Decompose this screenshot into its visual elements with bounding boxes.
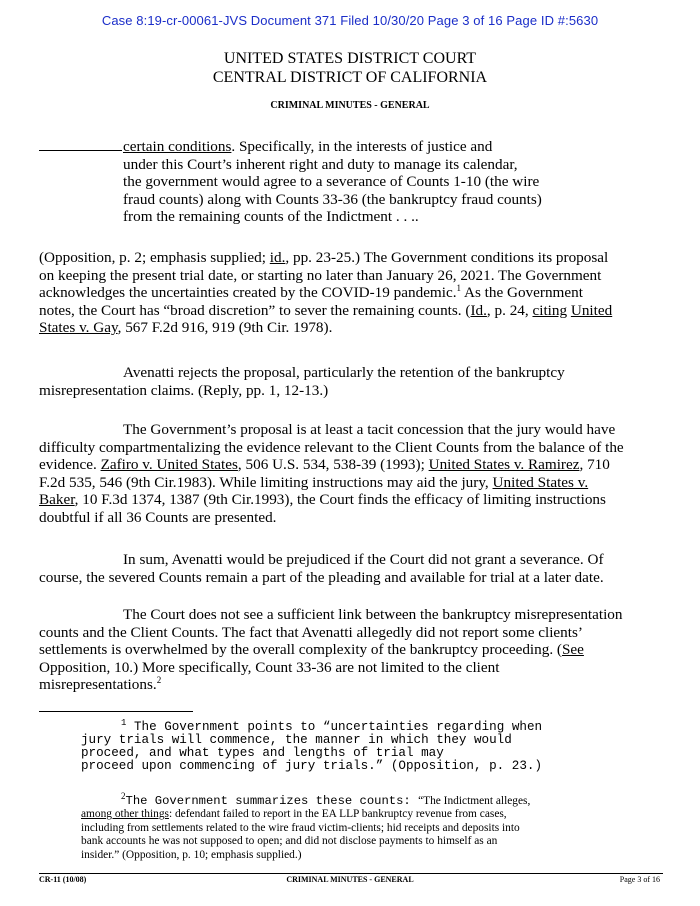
- case-name: United States v.: [492, 473, 589, 491]
- case-name: States v. Gay: [39, 319, 118, 336]
- quote-rule: [39, 150, 122, 151]
- text-line: misrepresentation claims. (Reply, pp. 1, 12-13.): [39, 381, 329, 399]
- citation: See: [561, 641, 584, 658]
- text: misrepresentations.: [39, 676, 157, 693]
- text-line: doubtful if all 36 Counts are presented.: [39, 508, 277, 526]
- citation: id.: [269, 249, 286, 266]
- text-line: proceed, and what types and lengths of trial may: [81, 746, 444, 760]
- quote-emphasis: certain conditions: [123, 138, 232, 155]
- quote-line: under this Court’s inherent right and duty to manage its calendar,: [123, 155, 518, 173]
- text-line: insider.” (Opposition, p. 10; emphasis supplied.): [81, 848, 302, 861]
- paragraph-tacit-concession: [39, 421, 663, 526]
- text: , 710: [579, 456, 610, 473]
- text-line: proceed upon commencing of jury trials.” (Opposition, p. 23.): [81, 759, 543, 773]
- text-line: Avenatti rejects the proposal, particularly the retention of the bankruptcy: [123, 364, 565, 381]
- minutes-title: CRIMINAL MINUTES - GENERAL: [270, 100, 430, 111]
- footnote-number: 2: [121, 791, 126, 802]
- paragraph-opposition: [39, 249, 663, 337]
- footer-title: CRIMINAL MINUTES - GENERAL: [286, 875, 414, 884]
- emphasis: among other things: [81, 808, 169, 821]
- footnote-1: [81, 717, 543, 773]
- text: : defendant failed to report in the EA LLP bankruptcy revenue from cases,: [168, 808, 507, 821]
- footer-rule: [39, 873, 663, 874]
- paragraph-in-sum: [39, 551, 663, 586]
- footnote-2: [81, 791, 531, 862]
- text: (Opposition, p. 2; emphasis supplied;: [39, 249, 270, 266]
- case-name: Baker: [39, 491, 75, 508]
- text-line: The Government’s proposal is at least a tacit concession that the jury would have: [123, 421, 616, 438]
- footnote-ref-1: 1: [456, 282, 462, 293]
- case-header: Case 8:19-cr-00061-JVS Document 371 Filed 10/30/20 Page 3 of 16 Page ID #:5630: [101, 13, 599, 28]
- text: , p. 24,: [486, 301, 533, 319]
- paragraph-sufficient-link: [39, 606, 663, 694]
- case-name: United: [570, 301, 613, 319]
- citation: citing: [532, 301, 568, 319]
- text-line: course, the severed Counts remain a part of the pleading and available for trial at a later date.: [39, 568, 604, 586]
- court-name: UNITED STATES DISTRICT COURT: [223, 50, 477, 67]
- text: notes, the Court has “broad discretion” to sever the remaining counts. (: [39, 301, 471, 319]
- text: “The Indictment alleges,: [418, 795, 531, 807]
- case-name: United States v. Ramirez: [428, 456, 580, 473]
- text: settlements is overwhelmed by the overall complexity of the bankruptcy proceeding. (: [39, 641, 562, 658]
- text-line: Opposition, 10.) More specifically, Count 33-36 are not limited to the client: [39, 658, 500, 676]
- text: , pp. 23-25.) The Government conditions its proposal: [285, 249, 609, 266]
- footnote-separator: [39, 711, 193, 712]
- footnote-number: 1: [121, 717, 127, 728]
- text-line: difficulty compartmentalizing the evidence relevant to the Client Counts from the balance of the: [39, 438, 624, 456]
- text-line: In sum, Avenatti would be prejudiced if the Court did not grant a severance. Of: [123, 551, 604, 568]
- text: As the Government: [461, 284, 583, 301]
- text: evidence.: [39, 456, 101, 473]
- text: , 10 F.3d 1374, 1387 (9th Cir.1993), the Court finds the efficacy of limiting instructions: [74, 491, 606, 508]
- quote-line: the government would agree to a severance of Counts 1-10 (the wire: [123, 173, 540, 190]
- text-line: counts and the Client Counts. The fact that Avenatti allegedly did not report some clients’: [39, 623, 583, 641]
- footer-page-number: Page 3 of 16: [619, 875, 660, 884]
- text-line: on keeping the present trial date, or starting no later than January 26, 2021. The Government: [39, 266, 602, 284]
- text: , 567 F.2d 916, 919 (9th Cir. 1978).: [117, 319, 333, 336]
- footer-form-number: CR-11 (10/08): [39, 875, 87, 884]
- text-line: The Court does not see a sufficient link between the bankruptcy misrepresentation: [123, 606, 623, 623]
- quote-line: fraud counts) along with Counts 33-36 (the bankruptcy fraud counts): [123, 190, 542, 208]
- text: The Government points to “uncertainties regarding when: [126, 720, 543, 734]
- text-line: including from settlements related to the wire fraud victim-clients; hid receipts and deposits into: [81, 821, 520, 834]
- text-line: jury trials will commence, the manner in which they would: [81, 733, 512, 747]
- block-quote: [123, 138, 700, 226]
- text: The Government summarizes these counts:: [125, 794, 419, 808]
- court-district: CENTRAL DISTRICT OF CALIFORNIA: [212, 69, 488, 86]
- text: , 506 U.S. 534, 538-39 (1993);: [237, 456, 429, 473]
- citation: Id.: [470, 301, 487, 319]
- text-line: bank accounts he was not supposed to open; and did not disclose payments to himself as an: [81, 835, 498, 848]
- text: F.2d 535, 546 (9th Cir.1983). While limiting instructions may aid the jury,: [39, 473, 493, 491]
- quote-line: from the remaining counts of the Indictment . . ..: [123, 208, 419, 225]
- paragraph-avenatti-rejects: [39, 364, 663, 399]
- case-name: Zafiro v. United States: [100, 456, 238, 473]
- quote-line: . Specifically, in the interests of justice and: [231, 138, 493, 155]
- footnote-ref-2: 2: [156, 674, 162, 685]
- text: acknowledges the uncertainties created by the COVID-19 pandemic.: [39, 284, 457, 301]
